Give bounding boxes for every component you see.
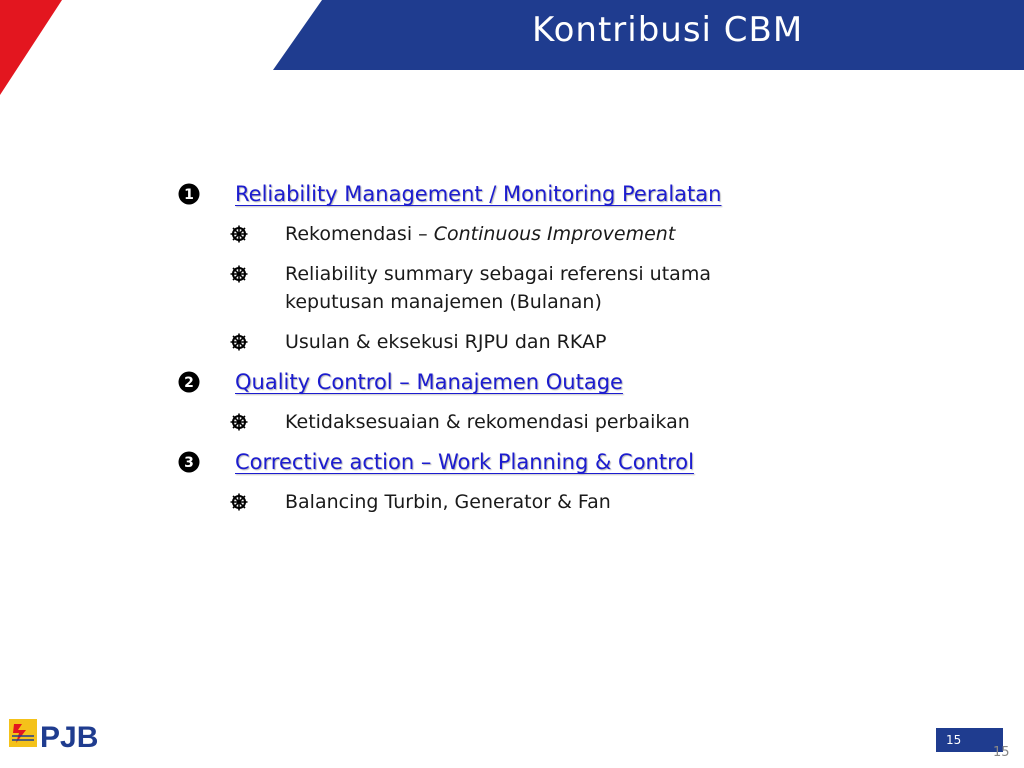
section-heading-text: Reliability Management / Monitoring Peralatan	[235, 182, 722, 206]
number-1-icon	[175, 180, 203, 208]
list-item	[230, 408, 815, 436]
number-2-icon	[175, 368, 203, 396]
wheel-bullet-icon	[230, 488, 254, 516]
bullet-content	[175, 180, 815, 528]
item-text-line: Reliability summary sebagai referensi utama	[285, 263, 711, 285]
wheel-bullet-icon	[230, 220, 254, 248]
svg-text:3: 3	[184, 455, 194, 471]
list-item	[230, 328, 815, 356]
section-heading-3	[175, 448, 815, 488]
wheel-bullet-icon	[230, 408, 254, 436]
item-text: Balancing Turbin, Generator & Fan	[285, 491, 611, 513]
section-heading-1	[175, 180, 815, 220]
number-3-icon	[175, 448, 203, 476]
wheel-bullet-icon	[230, 328, 254, 356]
page-number: 15	[993, 745, 1010, 760]
page-number-box: 15	[936, 728, 1003, 752]
slide-title: Kontribusi CBM	[532, 10, 804, 50]
item-text: Usulan & eksekusi RJPU dan RKAP	[285, 331, 607, 353]
list-item	[230, 220, 815, 248]
list-item	[230, 260, 815, 316]
item-text-line: keputusan manajemen (Bulanan)	[285, 291, 602, 313]
wheel-bullet-icon	[230, 260, 254, 288]
svg-text:1: 1	[184, 187, 194, 203]
section-heading-2	[175, 368, 815, 408]
svg-text:2: 2	[184, 375, 194, 391]
section-heading-text: Corrective action – Work Planning & Control	[235, 450, 694, 474]
item-text: Rekomendasi –	[285, 223, 434, 245]
list-item	[230, 488, 815, 516]
item-text: Ketidaksesuaian & rekomendasi perbaikan	[285, 411, 690, 433]
item-text-italic: Continuous Improvement	[433, 223, 676, 245]
section-heading-text: Quality Control – Manajemen Outage	[235, 370, 623, 394]
title-bar	[0, 0, 1024, 70]
svg-text:PJB: PJB	[40, 721, 99, 754]
pjb-logo	[8, 716, 113, 756]
